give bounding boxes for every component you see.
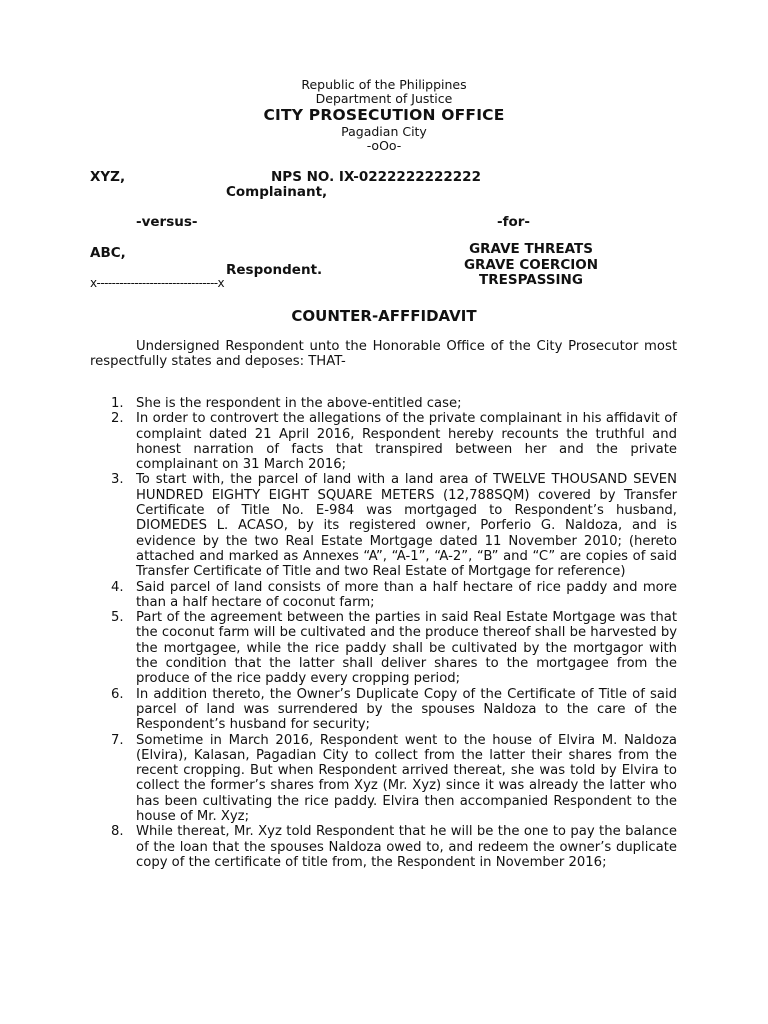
charge-2: GRAVE COERCION	[463, 257, 599, 273]
item-text: In order to controvert the allegations of the private complainant in his affidavit of complaint dated 21 April 2016, Respondent hereby recounts the truthful and honest narration of facts that transpired between her and the private complainant on 31 March 2016;	[136, 411, 677, 473]
item-text: Said parcel of land consists of more than a half hectare of rice paddy and more than a half hectare of coconut farm;	[136, 579, 677, 610]
charge-3: TRESPASSING	[479, 272, 583, 288]
item-number: 7.	[111, 732, 124, 748]
item-text: Sometime in March 2016, Respondent went to the house of Elvira M. Naldoza (Elvira), Kalasan, Pagadian City to collect from the latter their shares from the recent cropping. But when Respondent arrived thereat, she was told by Elvira to collect the former’s shares from Xyz (Mr. Xyz) since it was already the latter who has been cultivating the rice paddy. Elvira then accompanied Respondent to the house of Mr. Xyz;	[136, 732, 677, 825]
allegations-list	[90, 396, 677, 870]
item-text: In addition thereto, the Owner’s Duplicate Copy of the Certificate of Title of said parcel of land was surrendered by the spouses Naldoza to the care of the Respondent’s husband for security;	[136, 686, 677, 733]
list-item	[90, 824, 677, 870]
list-item	[90, 396, 677, 411]
respondent-name: ABC,	[90, 245, 126, 261]
republic-line: Republic of the Philippines	[301, 77, 467, 92]
item-text: While thereat, Mr. Xyz told Respondent that he will be the one to pay the balance of the loan that the spouses Naldoza owed to, and redeem the owner’s duplicate copy of the certificate of title from, the Respondent in November 2016;	[136, 824, 677, 870]
item-number: 5.	[111, 610, 124, 626]
versus-label: -versus-	[136, 214, 198, 230]
item-text: She is the respondent in the above-entitled case;	[136, 396, 462, 411]
list-item	[90, 580, 677, 611]
nps-number: NPS NO. IX-0222222222222	[271, 169, 481, 185]
ornament: -oOo-	[366, 138, 402, 153]
list-item	[90, 472, 677, 579]
item-number: 1.	[111, 396, 124, 411]
item-number: 2.	[111, 411, 124, 427]
list-item	[90, 411, 677, 472]
department-line: Department of Justice	[315, 91, 453, 106]
respondent-label: Respondent.	[226, 262, 323, 278]
list-item	[90, 687, 677, 733]
item-number: 6.	[111, 686, 124, 702]
caption-divider: x--------------------------------x	[90, 276, 225, 290]
for-label: -for-	[497, 214, 531, 230]
item-number: 3.	[111, 472, 124, 488]
office-title: CITY PROSECUTION OFFICE	[263, 106, 505, 124]
item-number: 8.	[111, 824, 124, 840]
item-text: To start with, the parcel of land with a land area of TWELVE THOUSAND SEVEN HUNDRED EIGHTY EIGHT SQUARE METERS (12,788SQM) covered by Transfer Certificate of Title No. E-984 was mortgaged to Respondent’s husband, DIOMEDES L. ACASO, by its registered owner, Porferio G. Naldoza, and is evidence by the two Real Estate Mortgage dated 11 November 2010; (hereto attached and marked as Annexes “A”, “A-1”, “A-2”, “B” and “C” are copies of said Transfer Certificate of Title and two Real Estate of Mortgage for reference)	[136, 472, 677, 580]
city-line: Pagadian City	[341, 124, 427, 139]
list-item	[90, 733, 677, 825]
item-number: 4.	[111, 579, 124, 595]
complainant-label: Complainant,	[226, 184, 328, 200]
list-item	[90, 610, 677, 686]
item-text: Part of the agreement between the parties in said Real Estate Mortgage was that the coconut farm will be cultivated and the produce thereof shall be harvested by the mortgagee, while the rice paddy shall be cultivated by the mortgagor with the condition that the latter shall deliver shares to the mortgagee from the produce of the rice paddy every cropping period;	[136, 610, 677, 687]
document-title: COUNTER-AFFFIDAVIT	[291, 307, 477, 325]
charge-1: GRAVE THREATS	[469, 241, 593, 257]
complainant-name: XYZ,	[90, 169, 126, 185]
intro-paragraph: Undersigned Respondent unto the Honorable Office of the City Prosecutor most respectfully states and deposes: THAT-	[90, 339, 677, 370]
